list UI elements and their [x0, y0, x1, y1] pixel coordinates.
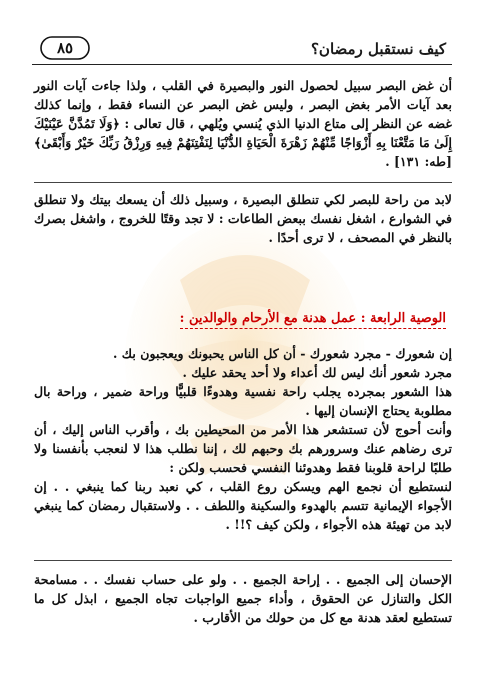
- paragraph-3d: وأنت أحوج لأن تستشعر هذا الأمر من المحيطين بك ، وأقرب الناس إليك ، أن ترى رضاهم عنك وسرورهم بك وحبهم لك ، إننا نطلب هذا لا لنعجب بأنفسنا ولا طلبًا لراحة قلوبنا فقط وهدوئنا النفسي فحسب ولكن :: [34, 422, 452, 475]
- paragraph-3a: إن شعورك - مجرد شعورك - أن كل الناس يحبونك ويعجبون بك .: [113, 346, 452, 361]
- paragraph-3: [34, 344, 452, 534]
- paragraph-4: [34, 570, 452, 627]
- running-title: كيف نستقبل رمضان؟: [310, 40, 446, 58]
- paragraph-1: [34, 76, 452, 171]
- paragraph-3e: لنستطيع أن نجمع الهم ويسكن روع القلب ، كي نعبد ربنا كما ينبغي . . إن الأجواء الإيمانية تتسم بالهدوء والسكينة واللطف . . ولاستقبال رمضان كما ينبغي لابد من تهيئة هذه الأجواء ، ولكن كيف ؟!! .: [34, 479, 452, 532]
- divider-2: [34, 560, 452, 561]
- page-number: ٨٥: [56, 39, 74, 57]
- divider-1: [34, 182, 452, 183]
- paragraph-1-text: أن غض البصر سبيل لحصول النور والبصيرة في القلب ، ولذا جاءت آيات النور بعد آيات الأمر بغض البصر ، وليس غض البصر عن النساء فقط ، وإنما كذلك غضه عن النظر إلى متاع الدنيا الذي يُنسي ويُلهي ، قال تعالى :: [34, 78, 452, 131]
- paragraph-4-text: الإحسان إلى الجميع . . إراحة الجميع . . ولو على حساب نفسك . . مسامحة الكل والتنازل عن الحقوق ، وأداء جميع الواجبات تجاه الجميع ، ابذل كل ما تستطيع لعقد هدنة مع كل من حولك من الأقارب .: [34, 572, 452, 625]
- paragraph-2-text: لابد من راحة للبصر لكي تنطلق البصيرة ، وسبيل ذلك أن يسعك بيتك ولا تنطلق في الشوارع ، اشغل نفسك ببعض الطاعات : لا تجد وقتًا للخروج ، واشغل بصرك بالنظر في المصحف ، لا ترى أحدًا .: [34, 192, 452, 245]
- verse-reference: [طه: ١٣١] .: [385, 154, 452, 169]
- header-rule: [32, 64, 452, 65]
- section-heading: الوصية الرابعة : عمل هدنة مع الأرحام والوالدين :: [180, 311, 446, 329]
- quran-verse: ﴿وَلَا تَمُدَّنَّ عَيْنَيْكَ إِلَىٰ مَا مَتَّعْنَا بِهِ أَزْوَاجًا مِّنْهُمْ زَهْرَةَ الْحَيَاةِ الدُّنْيَا لِنَفْتِنَهُمْ فِيهِ وَرِزْقُ رَبِّكَ خَيْرٌ وَأَبْقَىٰ﴾: [34, 116, 452, 150]
- paragraph-3c: هذا الشعور بمجرده يجلب راحة نفسية وهدوءًا قلبيًّا وراحة ضمير ، وراحة بال مطلوبة يحتاج الإنسان إليها .: [34, 384, 452, 418]
- paragraph-3b: مجرد شعور أنك ليس لك أعداء ولا أحد يحقد عليك .: [182, 365, 452, 380]
- paragraph-2: [34, 190, 452, 247]
- page-header: [0, 0, 480, 70]
